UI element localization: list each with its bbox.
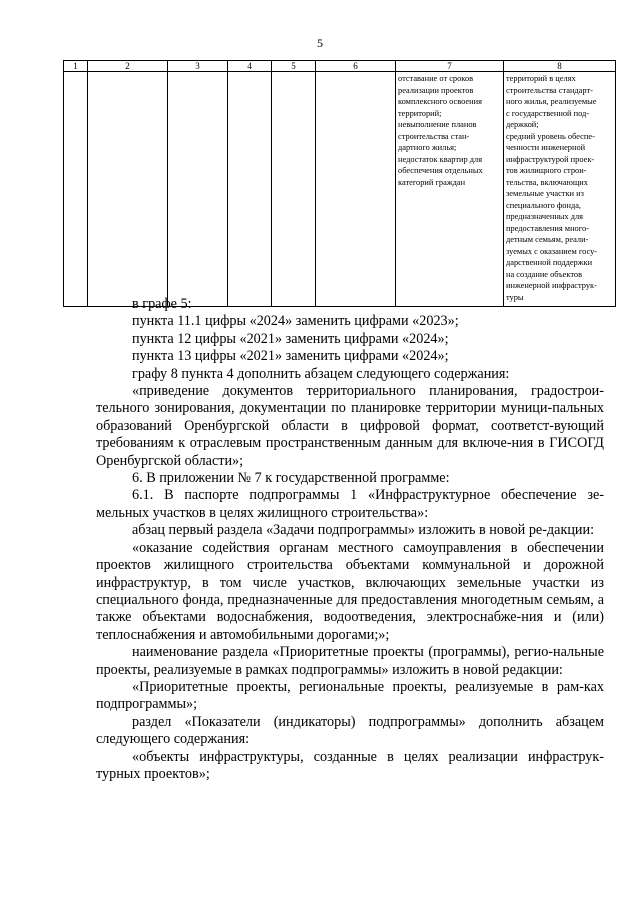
paragraph: пункта 12 цифры «2021» заменить цифрами «2024»; <box>132 330 449 347</box>
column-number-5: 5 <box>272 61 316 72</box>
paragraph: наименование раздела «Приоритетные проекты (программы), регио-нальные проекты, реализуемые в рамках подпрограммы» изложить в новой редакции: <box>96 644 604 678</box>
paragraph: «оказание содействия органам местного самоуправления в обеспечении проектов жилищного строительства объектами коммунальной и дорожной инфраструктур, в том числе участков, включающих земельные участки из специального фонда, предназначенные для предоставления многодетным семьям, а также объектами водоснабжения, водоотведения, электроснабже-ния и (или) теплоснабжения и автомобильными дорогами;»; <box>96 539 604 643</box>
paragraph: 6. В приложении № 7 к государственной программе: <box>132 470 450 487</box>
table-cell-4 <box>228 72 272 307</box>
table-cell-5 <box>272 72 316 307</box>
amendments-text <box>96 296 604 783</box>
column-number-7: 7 <box>396 61 504 72</box>
paragraph: «Приоритетные проекты, региональные проекты, реализуемые в рам-ках подпрограммы»; <box>96 678 604 713</box>
table-header-row <box>64 61 616 72</box>
paragraph: «приведение документов территориального планирования, градострои-тельного зонирования, документации по планировке территории муници-пальных образований Оренбургской области в цифровой формат, соответст-вующий требованиям к отраслевым пространственным данным для включе-ния в ГИСОГД Оренбургской области»; <box>96 383 604 469</box>
paragraph: графу 8 пункта 4 дополнить абзацем следующего содержания: <box>132 365 510 382</box>
table-cell-7 <box>396 72 504 307</box>
page-number: 5 <box>317 36 323 50</box>
column-number-3: 3 <box>168 61 228 72</box>
paragraph: пункта 13 цифры «2021» заменить цифрами «2024»; <box>132 348 449 365</box>
column-number-6: 6 <box>316 61 396 72</box>
indicators-text: территорий в целях строительства стандарт- ного жилья, реализуемые с государственной под- держкой; средний уровень обеспе- ченности инженерной инфраструктурой проек- тов жилищного строи- тельства, включающих земельные участки из специального фонда, предназначенных для предоставления много- детным семьям, реали- зуемых с оказанием госу- дарственной поддержки на создание объектов инженерной инфраструк- туры <box>506 74 598 302</box>
paragraph: «объекты инфраструктуры, созданные в целях реализации инфраструк-турных проектов»; <box>96 748 604 782</box>
paragraph: в графе 5: <box>132 296 192 312</box>
continuation-table <box>63 60 616 307</box>
paragraph: абзац первый раздела «Задачи подпрограммы» изложить в новой ре-дакции: <box>132 522 595 539</box>
table-row <box>64 72 616 307</box>
column-number-4: 4 <box>228 61 272 72</box>
paragraph: пункта 11.1 цифры «2024» заменить цифрами «2023»; <box>132 313 459 330</box>
table-cell-6 <box>316 72 396 307</box>
paragraph: раздел «Показатели (индикаторы) подпрограммы» дополнить абзацем следующего содержания: <box>96 713 604 748</box>
column-number-8: 8 <box>504 61 616 72</box>
table-cell-1 <box>64 72 88 307</box>
table-cell-2 <box>88 72 168 307</box>
column-number-1: 1 <box>64 61 88 72</box>
risks-text: отставание от сроков реализации проектов комплексного освоения территорий; невыполнение планов строительства стан- дартного жилья; недостаток квартир для обеспечения отдельных категорий граждан <box>398 74 483 187</box>
table-cell-8 <box>504 72 616 307</box>
column-number-2: 2 <box>88 61 168 72</box>
table-cell-3 <box>168 72 228 307</box>
paragraph: 6.1. В паспорте подпрограммы 1 «Инфраструктурное обеспечение зе-мельных участков в целях жилищного строительства»: <box>96 487 604 521</box>
